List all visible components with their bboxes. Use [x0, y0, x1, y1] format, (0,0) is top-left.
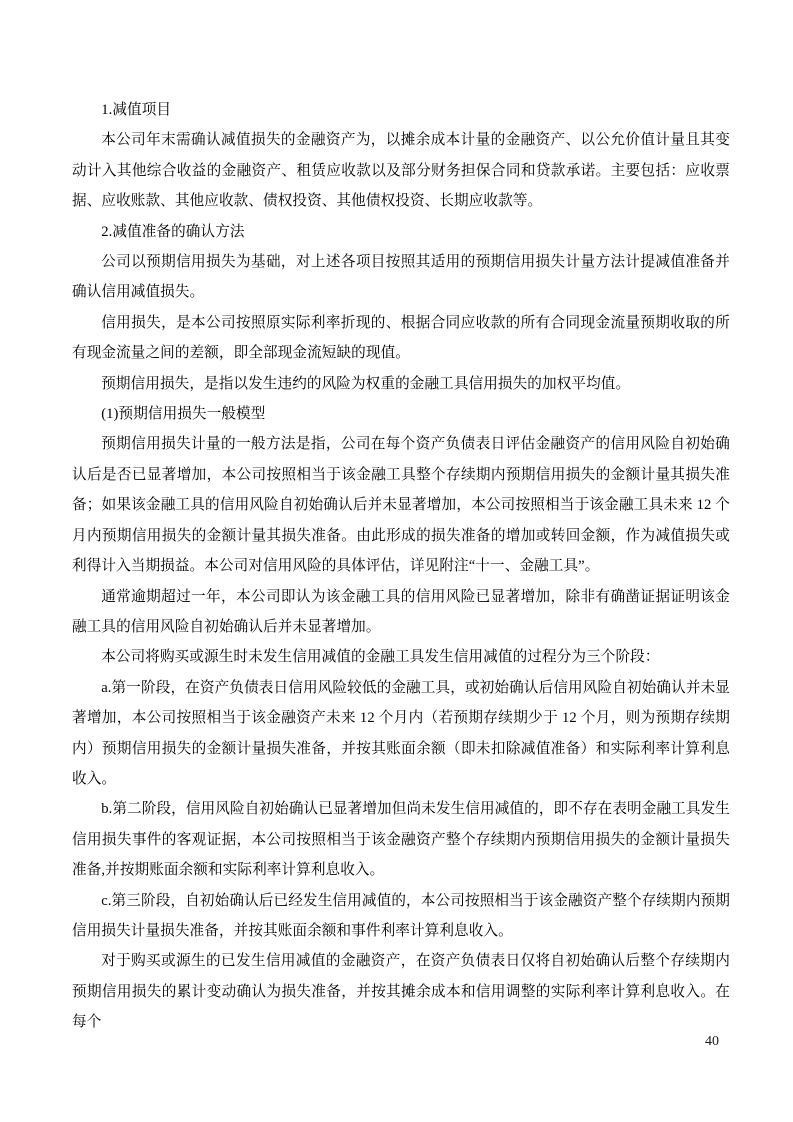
page-number: 40 — [705, 1034, 719, 1049]
heading-ecl-general-model: (1)预期信用损失一般模型 — [101, 406, 266, 423]
document-body — [72, 95, 730, 1038]
heading-provision-recognition-method: 2.减值准备的确认方法 — [101, 223, 245, 240]
heading-impairment-items: 1.减值项目 — [101, 102, 172, 118]
paragraph-stage-one: a.第一阶段，在资产负债表日信用风险较低的金融工具，或初始确认后信用风险自初始确认并未显著增加，本公司按照相当于该金融资产未来 12 个月内（若预期存续期少于 12 个月，则为预期存续期内）预期信用损失的金额计量损失准备，并按其账面余额（即未扣除减值准备）和实际利率计算利息收入。 — [72, 679, 730, 787]
paragraph-ecl-basis: 公司以预期信用损失为基础，对上述各项目按照其适用的预期信用损失计量方法计提减值准备并确认信用减值损失。 — [72, 254, 730, 301]
paragraph-purchased-credit-impaired: 对于购买或源生的已发生信用减值的金融资产，在资产负债表日仅将自初始确认后整个存续期内预期信用损失的累计变动确认为损失准备，并按其摊余成本和信用调整的实际利率计算利息收入。在每个 — [72, 953, 730, 1031]
paragraph-credit-loss-definition: 信用损失，是本公司按照原实际利率折现的、根据合同应收款的所有合同现金流量预期收取的所有现金流量之间的差额，即全部现金流短缺的现值。 — [72, 314, 730, 362]
paragraph-impairment-scope: 本公司年末需确认减值损失的金融资产为，以摊余成本计量的金融资产、以公允价值计量且其变动计入其他综合收益的金融资产、租赁应收款以及部分财务担保合同和贷款承诺。主要包括：应收票据、应收账款、其他应收款、债权投资、其他债权投资、长期应收款等。 — [72, 132, 730, 210]
paragraph-three-stages-intro: 本公司将购买或源生时未发生信用减值的金融工具发生信用减值的过程分为三个阶段： — [101, 649, 660, 666]
paragraph-stage-three: c.第三阶段，自初始确认后已经发生信用减值的，本公司按照相当于该金融资产整个存续期内预期信用损失计量损失准备，并按其账面余额和事件利率计算利息收入。 — [72, 892, 730, 939]
paragraph-stage-two: b.第二阶段，信用风险自初始确认已显著增加但尚未发生信用减值的，即不存在表明金融工具发生信用损失事件的客观证据，本公司按照相当于该金融资产整个存续期内预期信用损失的金额计量损失准备,并按期账面余额和实际利率计算利息收入。 — [72, 801, 730, 879]
paragraph-ecl-definition: 预期信用损失，是指以发生违约的风险为权重的金融工具信用损失的加权平均值。 — [101, 375, 631, 392]
paragraph-overdue-one-year: 通常逾期超过一年，本公司即认为该金融工具的信用风险已显著增加，除非有确凿证据证明该金融工具的信用风险自初始确认后并未显著增加。 — [72, 588, 730, 635]
paragraph-ecl-general-method: 预期信用损失计量的一般方法是指，公司在每个资产负债表日评估金融资产的信用风险自初始确认后是否已显著增加，本公司按照相当于该金融工具整个存续期内预期信用损失的金额计量其损失准备；如果该金融工具的信用风险自初始确认后并未显著增加，本公司按照相当于该金融工具未来 12 个月内预期信用损失的金额计量其损失准备。由此形成的损失准备的增加或转回金额，作为减值损失或利得计入当期损益。本公司对信用风险的具体评估，详见附注“十一、金融工具”。 — [72, 436, 730, 575]
